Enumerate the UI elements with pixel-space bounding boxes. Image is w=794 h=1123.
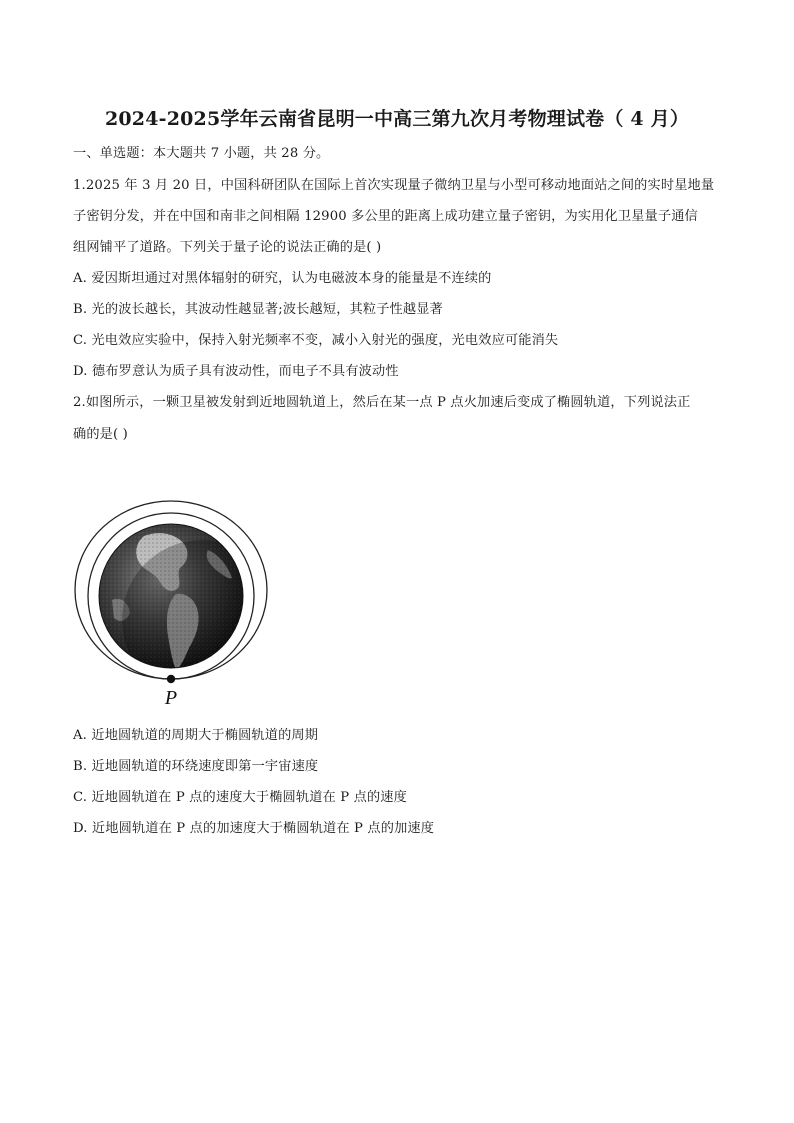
earth-globe <box>92 520 272 700</box>
orbit-diagram <box>72 470 272 715</box>
question-1-option-b: B. 光的波长越长，其波动性越显著;波长越短，其粒子性越显著 <box>73 302 443 317</box>
question-2-option-c: C. 近地圆轨道在 P 点的速度大于椭圆轨道在 P 点的速度 <box>73 790 407 805</box>
question-1-line-3: 组网铺平了道路。下列关于量子论的说法正确的是( ) <box>73 240 382 255</box>
page-title: 2024-2025学年云南省昆明一中高三第九次月考物理试卷（ 4 月） <box>104 108 690 130</box>
question-2-line-1: 2.如图所示，一颗卫星被发射到近地圆轨道上，然后在某一点 P 点火加速后变成了椭圆轨道，下列说法正 <box>73 395 691 410</box>
question-2-option-d: D. 近地圆轨道在 P 点的加速度大于椭圆轨道在 P 点的加速度 <box>73 821 435 836</box>
question-2-line-2: 确的是( ) <box>73 427 128 442</box>
section-heading: 一、单选题：本大题共 7 小题，共 28 分。 <box>73 146 330 161</box>
question-1-line-2: 子密钥分发，并在中国和南非之间相隔 12900 多公里的距离上成功建立量子密钥，为实用化卫星量子通信 <box>73 209 698 224</box>
orbit-figure <box>72 470 272 715</box>
question-1-option-d: D. 德布罗意认为质子具有波动性，而电子不具有波动性 <box>73 364 399 379</box>
question-2-option-b: B. 近地圆轨道的环绕速度即第一宇宙速度 <box>73 759 319 774</box>
question-1-line-1: 1.2025 年 3 月 20 日，中国科研团队在国际上首次实现量子微纳卫星与小型可移动地面站之间的实时星地量 <box>73 178 715 193</box>
point-p-marker <box>167 675 175 683</box>
question-2-option-a: A. 近地圆轨道的周期大于椭圆轨道的周期 <box>73 728 319 743</box>
point-p-label: P <box>164 687 178 709</box>
question-1-option-a: A. 爱因斯坦通过对黑体辐射的研究，认为电磁波本身的能量是不连续的 <box>73 271 492 286</box>
question-1-option-c: C. 光电效应实验中，保持入射光频率不变，减小入射光的强度，光电效应可能消失 <box>73 333 559 348</box>
